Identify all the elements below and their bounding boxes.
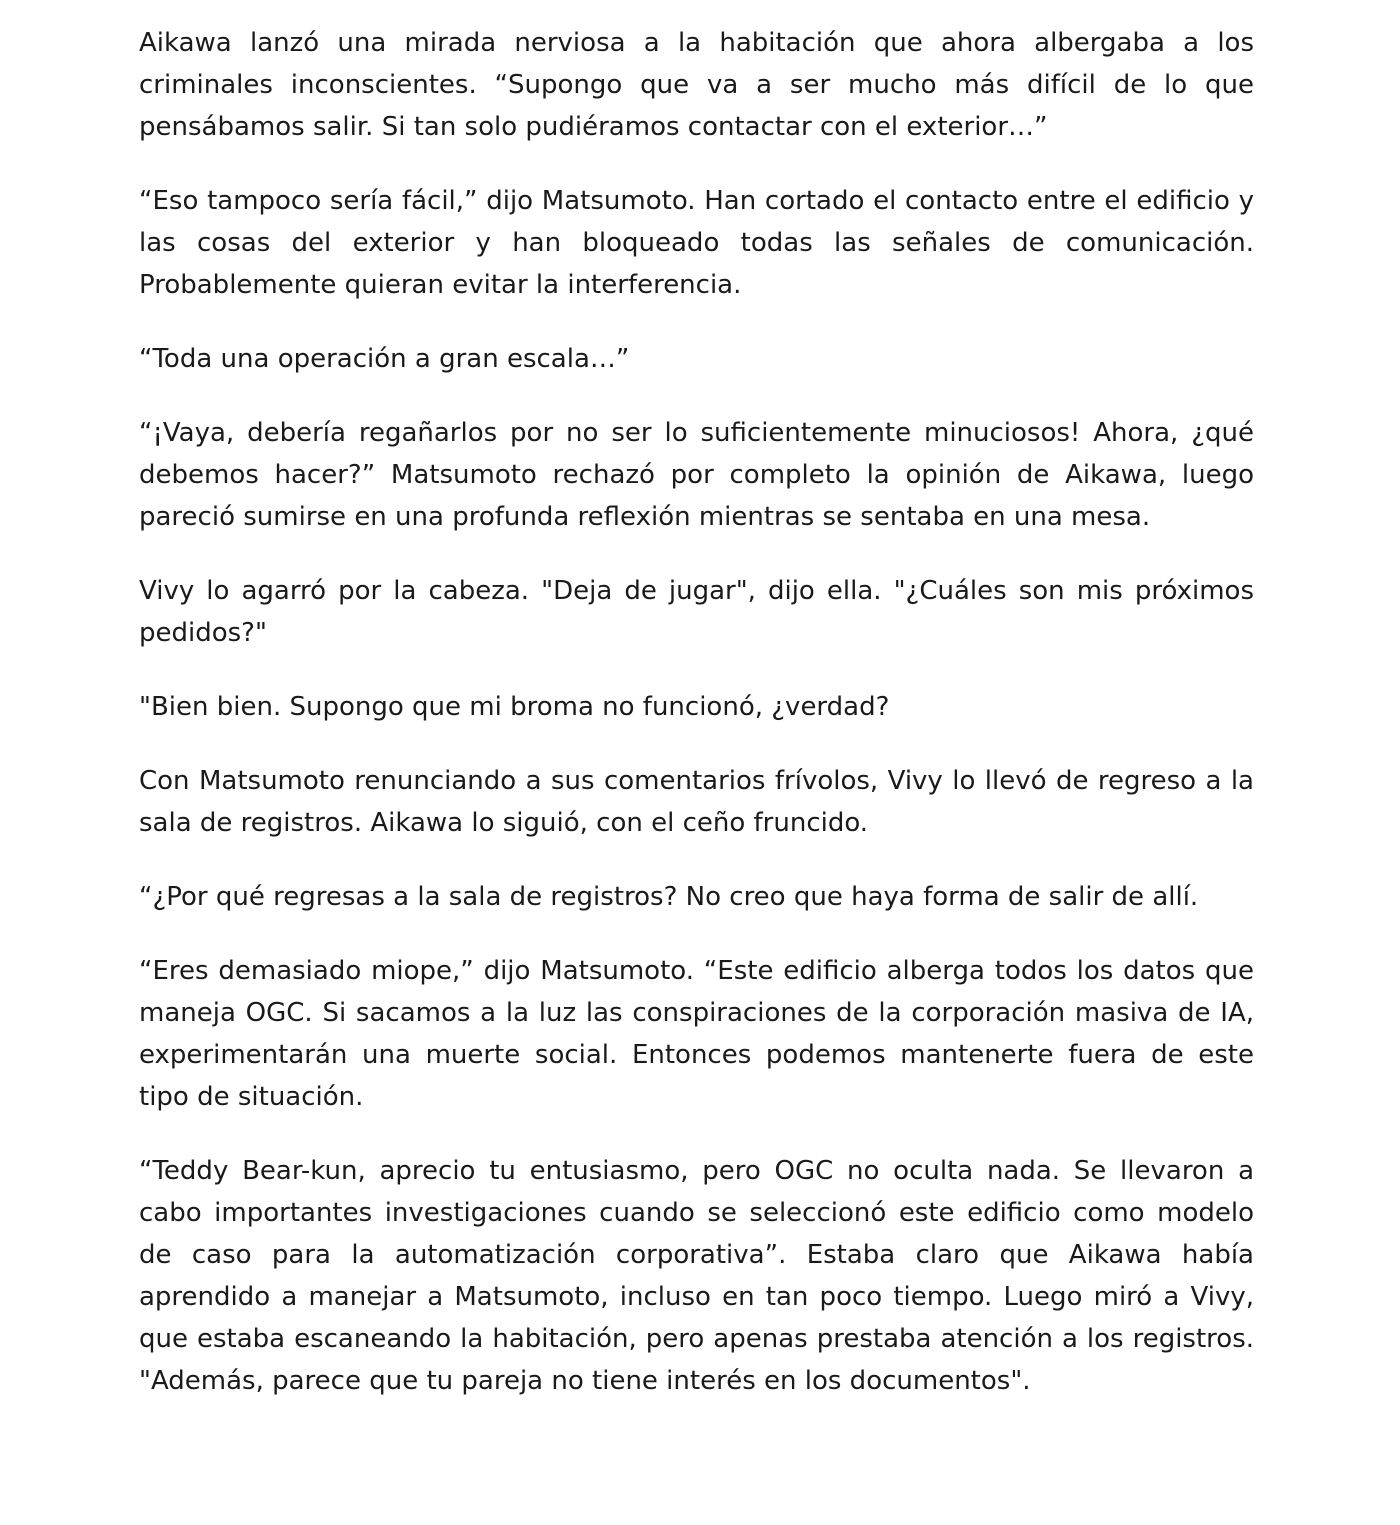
paragraph-1: Aikawa lanzó una mirada nerviosa a la habitación que ahora albergaba a los criminales inconscientes. “Supongo que va a ser mucho más difícil de lo que pensábamos salir. Si tan solo pudiéramos contactar con el exterior…” [139,28,1254,142]
paragraph-2: “Eso tampoco sería fácil,” dijo Matsumoto. Han cortado el contacto entre el edificio y las cosas del exterior y han bloqueado todas las señales de comunicación. Probablemente quieran evitar la interferencia. [139,186,1254,300]
paragraph-4: “¡Vaya, debería regañarlos por no ser lo suficientemente minuciosos! Ahora, ¿qué debemos hacer?” Matsumoto rechazó por completo la opinión de Aikawa, luego pareció sumirse en una profunda reflexión mientras se sentaba en una mesa. [139,418,1254,532]
paragraph-5: Vivy lo agarró por la cabeza. "Deja de jugar", dijo ella. "¿Cuáles son mis próximos pedidos?" [139,576,1254,648]
paragraph-3: “Toda una operación a gran escala…” [139,344,630,374]
paragraph-6: "Bien bien. Supongo que mi broma no funcionó, ¿verdad? [139,692,890,722]
paragraph-7: Con Matsumoto renunciando a sus comentarios frívolos, Vivy lo llevó de regreso a la sala de registros. Aikawa lo siguió, con el ceño fruncido. [139,766,1254,838]
text-column [139,22,1254,1434]
paragraph-9: “Eres demasiado miope,” dijo Matsumoto. “Este edificio alberga todos los datos que maneja OGC. Si sacamos a la luz las conspiraciones de la corporación masiva de IA, experimentarán una muerte social. Entonces podemos mantenerte fuera de este tipo de situación. [139,956,1254,1112]
paragraph-8: “¿Por qué regresas a la sala de registros? No creo que haya forma de salir de allí. [139,882,1199,912]
paragraph-10: “Teddy Bear-kun, aprecio tu entusiasmo, pero OGC no oculta nada. Se llevaron a cabo importantes investigaciones cuando se seleccionó este edificio como modelo de caso para la automatización corporativa”. Estaba claro que Aikawa había aprendido a manejar a Matsumoto, incluso en tan poco tiempo. Luego miró a Vivy, que estaba escaneando la habitación, pero apenas prestaba atención a los registros. "Además, parece que tu pareja no tiene interés en los documentos". [139,1156,1254,1396]
